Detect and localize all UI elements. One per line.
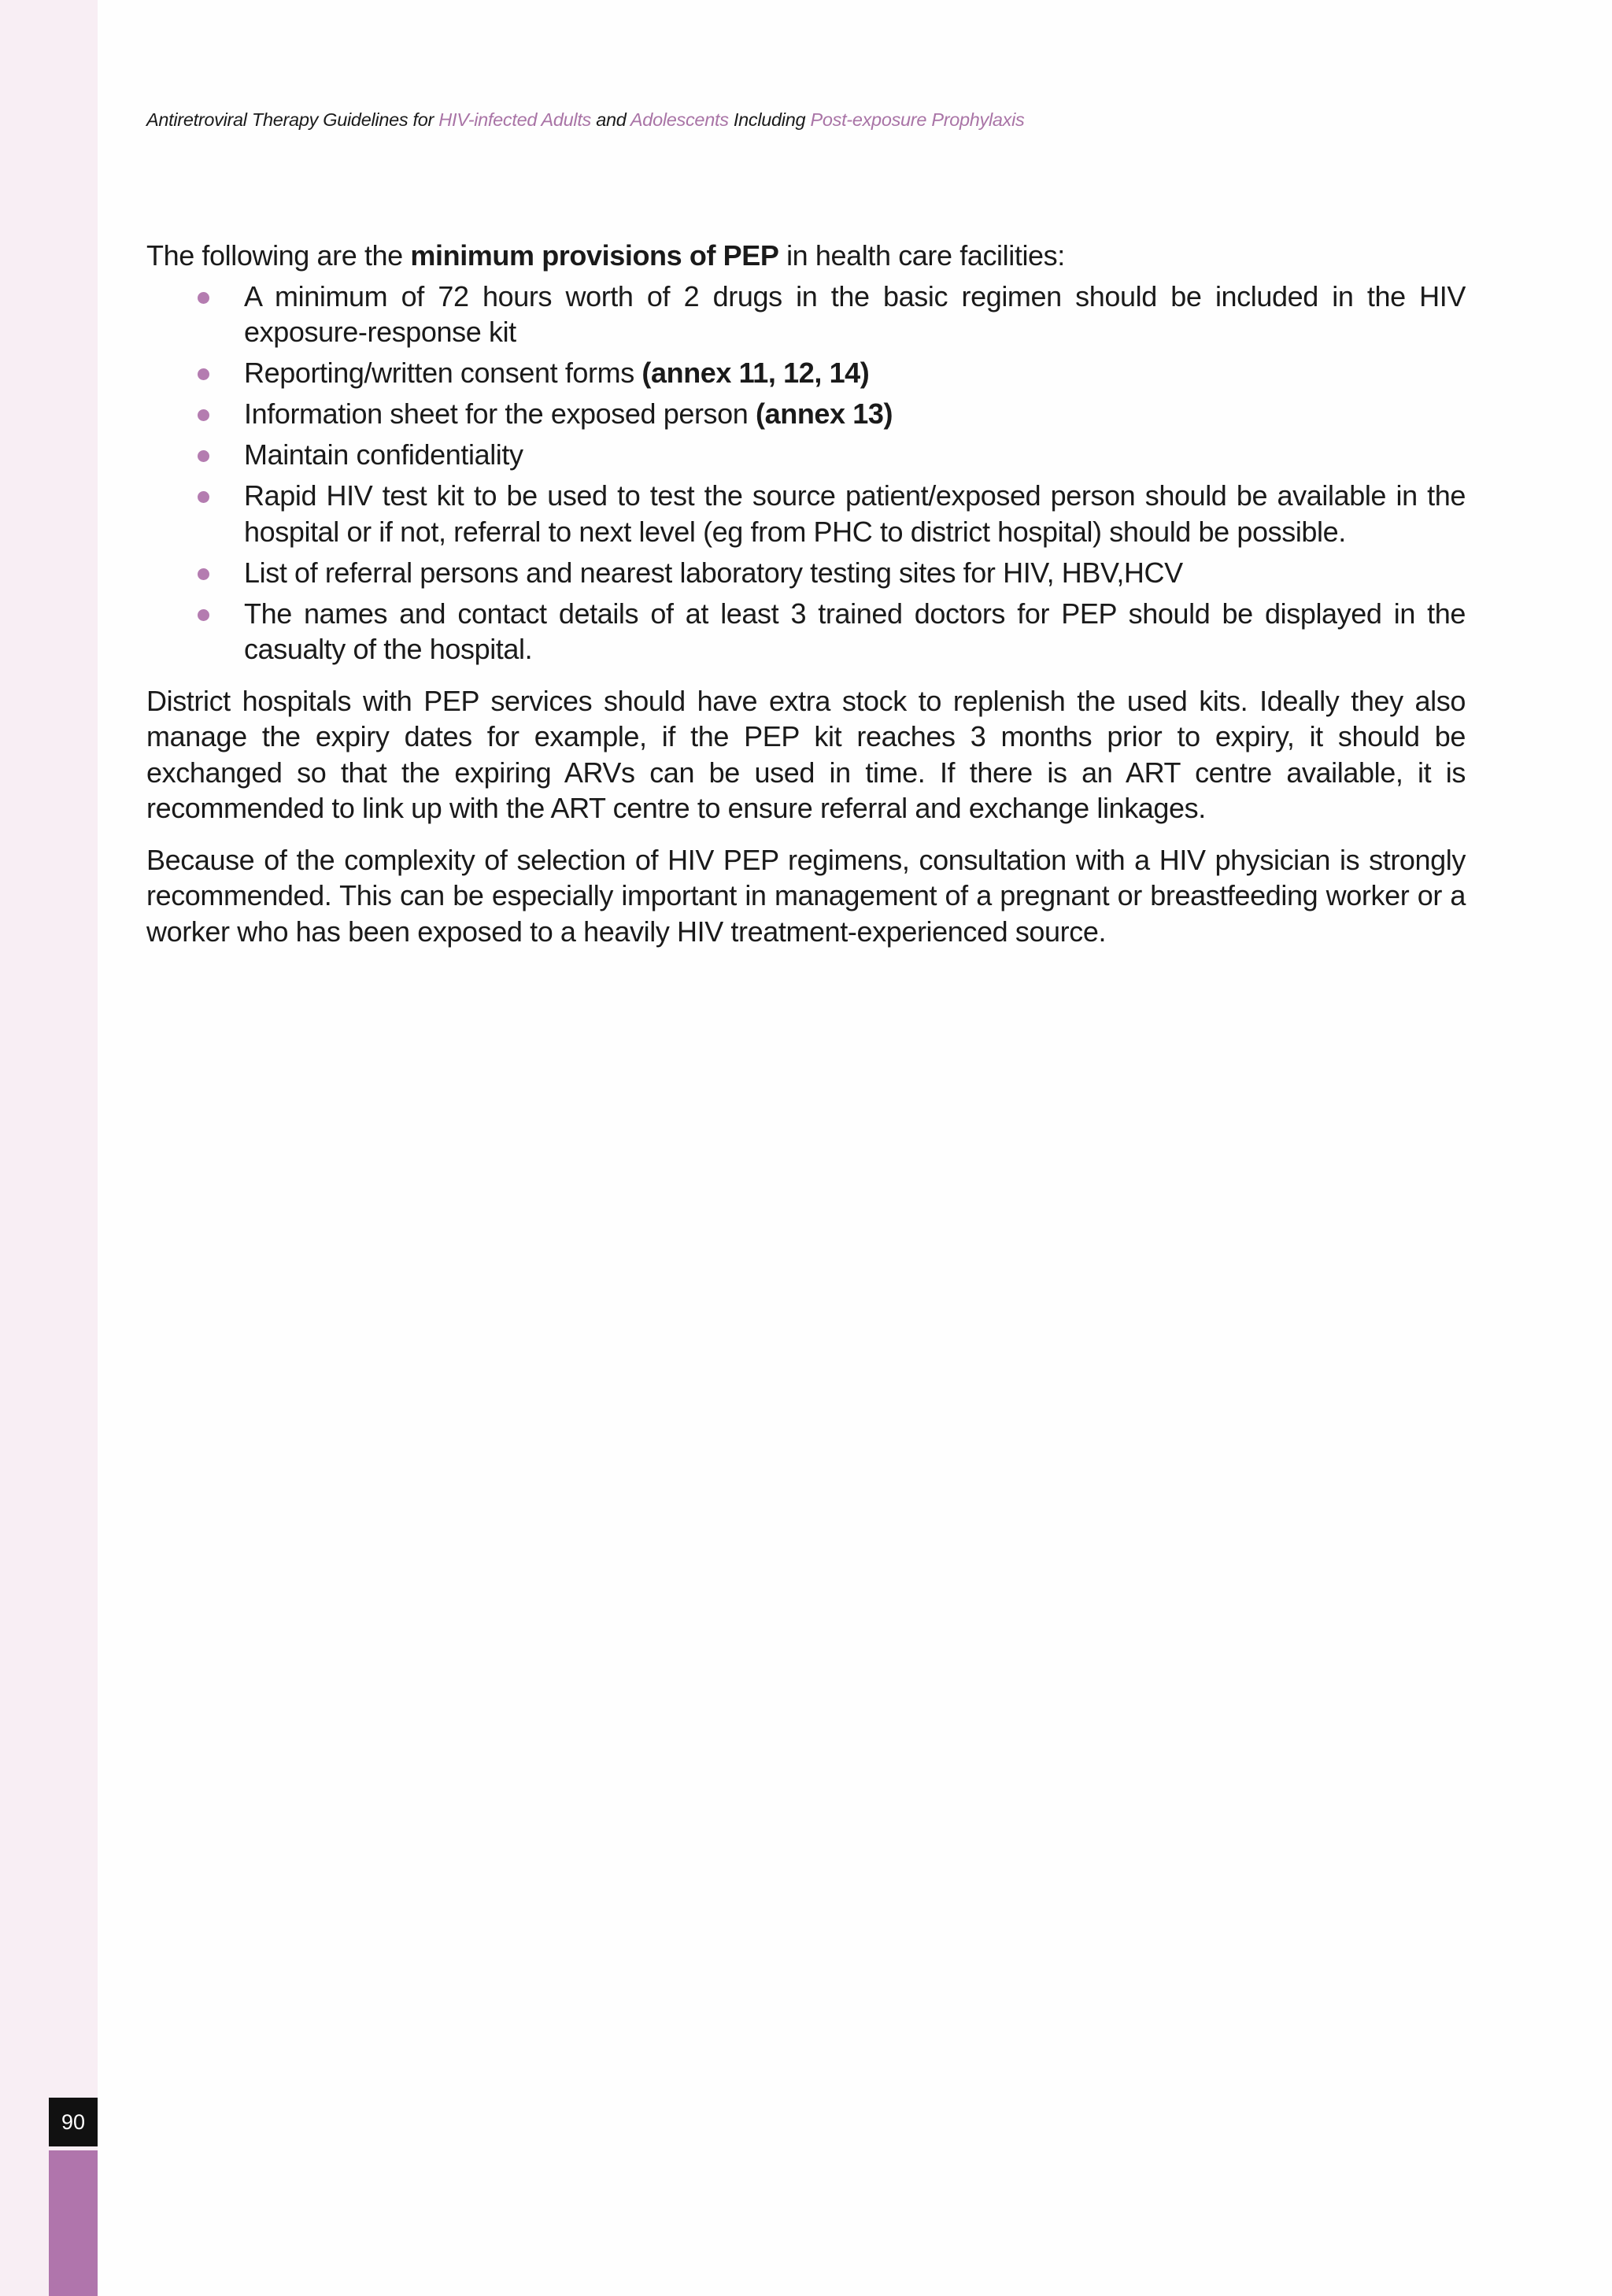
list-item-text: A minimum of 72 hours worth of 2 drugs in the basic regimen should be included in the HIV exposure-response kit: [244, 279, 1466, 348]
list-item-text: Rapid HIV test kit to be used to test the source patient/exposed person should be available in the hospital or if not, referral to next level (eg from PHC to district hospital) should be possible.: [244, 479, 1466, 548]
bullet-icon: [198, 409, 209, 421]
bullet-icon: [198, 450, 209, 462]
header-highlight-1: HIV-infected Adults: [438, 109, 592, 130]
list-item: [146, 478, 1466, 549]
list-item: [146, 437, 1466, 473]
list-item: [146, 396, 1466, 432]
header-text-2: and: [591, 109, 630, 130]
intro-pre: The following are the: [146, 239, 411, 272]
list-item: [146, 355, 1466, 391]
header-text-3: Including: [728, 109, 811, 130]
accent-bar: [49, 2150, 98, 2296]
intro-bold: minimum provisions of PEP: [410, 239, 779, 272]
main-content: [146, 238, 1466, 949]
pep-provisions-list: [146, 279, 1466, 667]
list-item-bold: (annex 11, 12, 14): [641, 357, 870, 389]
header-text-1: Antiretroviral Therapy Guidelines for: [146, 109, 439, 130]
left-margin-band: [0, 0, 98, 2296]
bullet-icon: [198, 609, 209, 621]
bullet-icon: [198, 568, 209, 580]
list-item: [146, 555, 1466, 591]
list-item: [146, 596, 1466, 667]
running-header: [146, 109, 1025, 131]
header-highlight-2: Adolescents: [630, 109, 729, 130]
page-number: 90: [49, 2098, 98, 2146]
list-item-text: List of referral persons and nearest laboratory testing sites for HIV, HBV,HCV: [244, 556, 1183, 589]
intro-paragraph: [146, 238, 1466, 274]
stock-management-paragraph: District hospitals with PEP services should have extra stock to replenish the used kits. Ideally they also manage the expiry dates for example, if the PEP kit reaches 3 months prior to expiry, it should be exchanged so that the expiring ARVs can be used in time. If there is an ART centre available, it is recommended to link up with the ART centre to ensure referral and exchange linkages.: [146, 684, 1466, 824]
bullet-icon: [198, 491, 209, 503]
consultation-paragraph: Because of the complexity of selection of HIV PEP regimens, consultation with a HIV physician is strongly recommended. This can be especially important in management of a pregnant or breastfeeding worker or a worker who has been exposed to a heavily HIV treatment-experienced source.: [146, 843, 1466, 948]
list-item-text: Maintain confidentiality: [244, 438, 523, 471]
list-item: [146, 279, 1466, 350]
intro-post: in health care facilities:: [778, 239, 1065, 272]
list-item-text: Reporting/written consent forms: [244, 357, 642, 389]
list-item-text: The names and contact details of at least 3 trained doctors for PEP should be displayed in the casualty of the hospital.: [244, 597, 1466, 665]
list-item-bold: (annex 13): [756, 397, 893, 430]
bullet-icon: [198, 292, 209, 304]
bullet-icon: [198, 368, 209, 380]
header-highlight-3: Post-exposure Prophylaxis: [810, 109, 1025, 130]
list-item-text: Information sheet for the exposed person: [244, 397, 756, 430]
